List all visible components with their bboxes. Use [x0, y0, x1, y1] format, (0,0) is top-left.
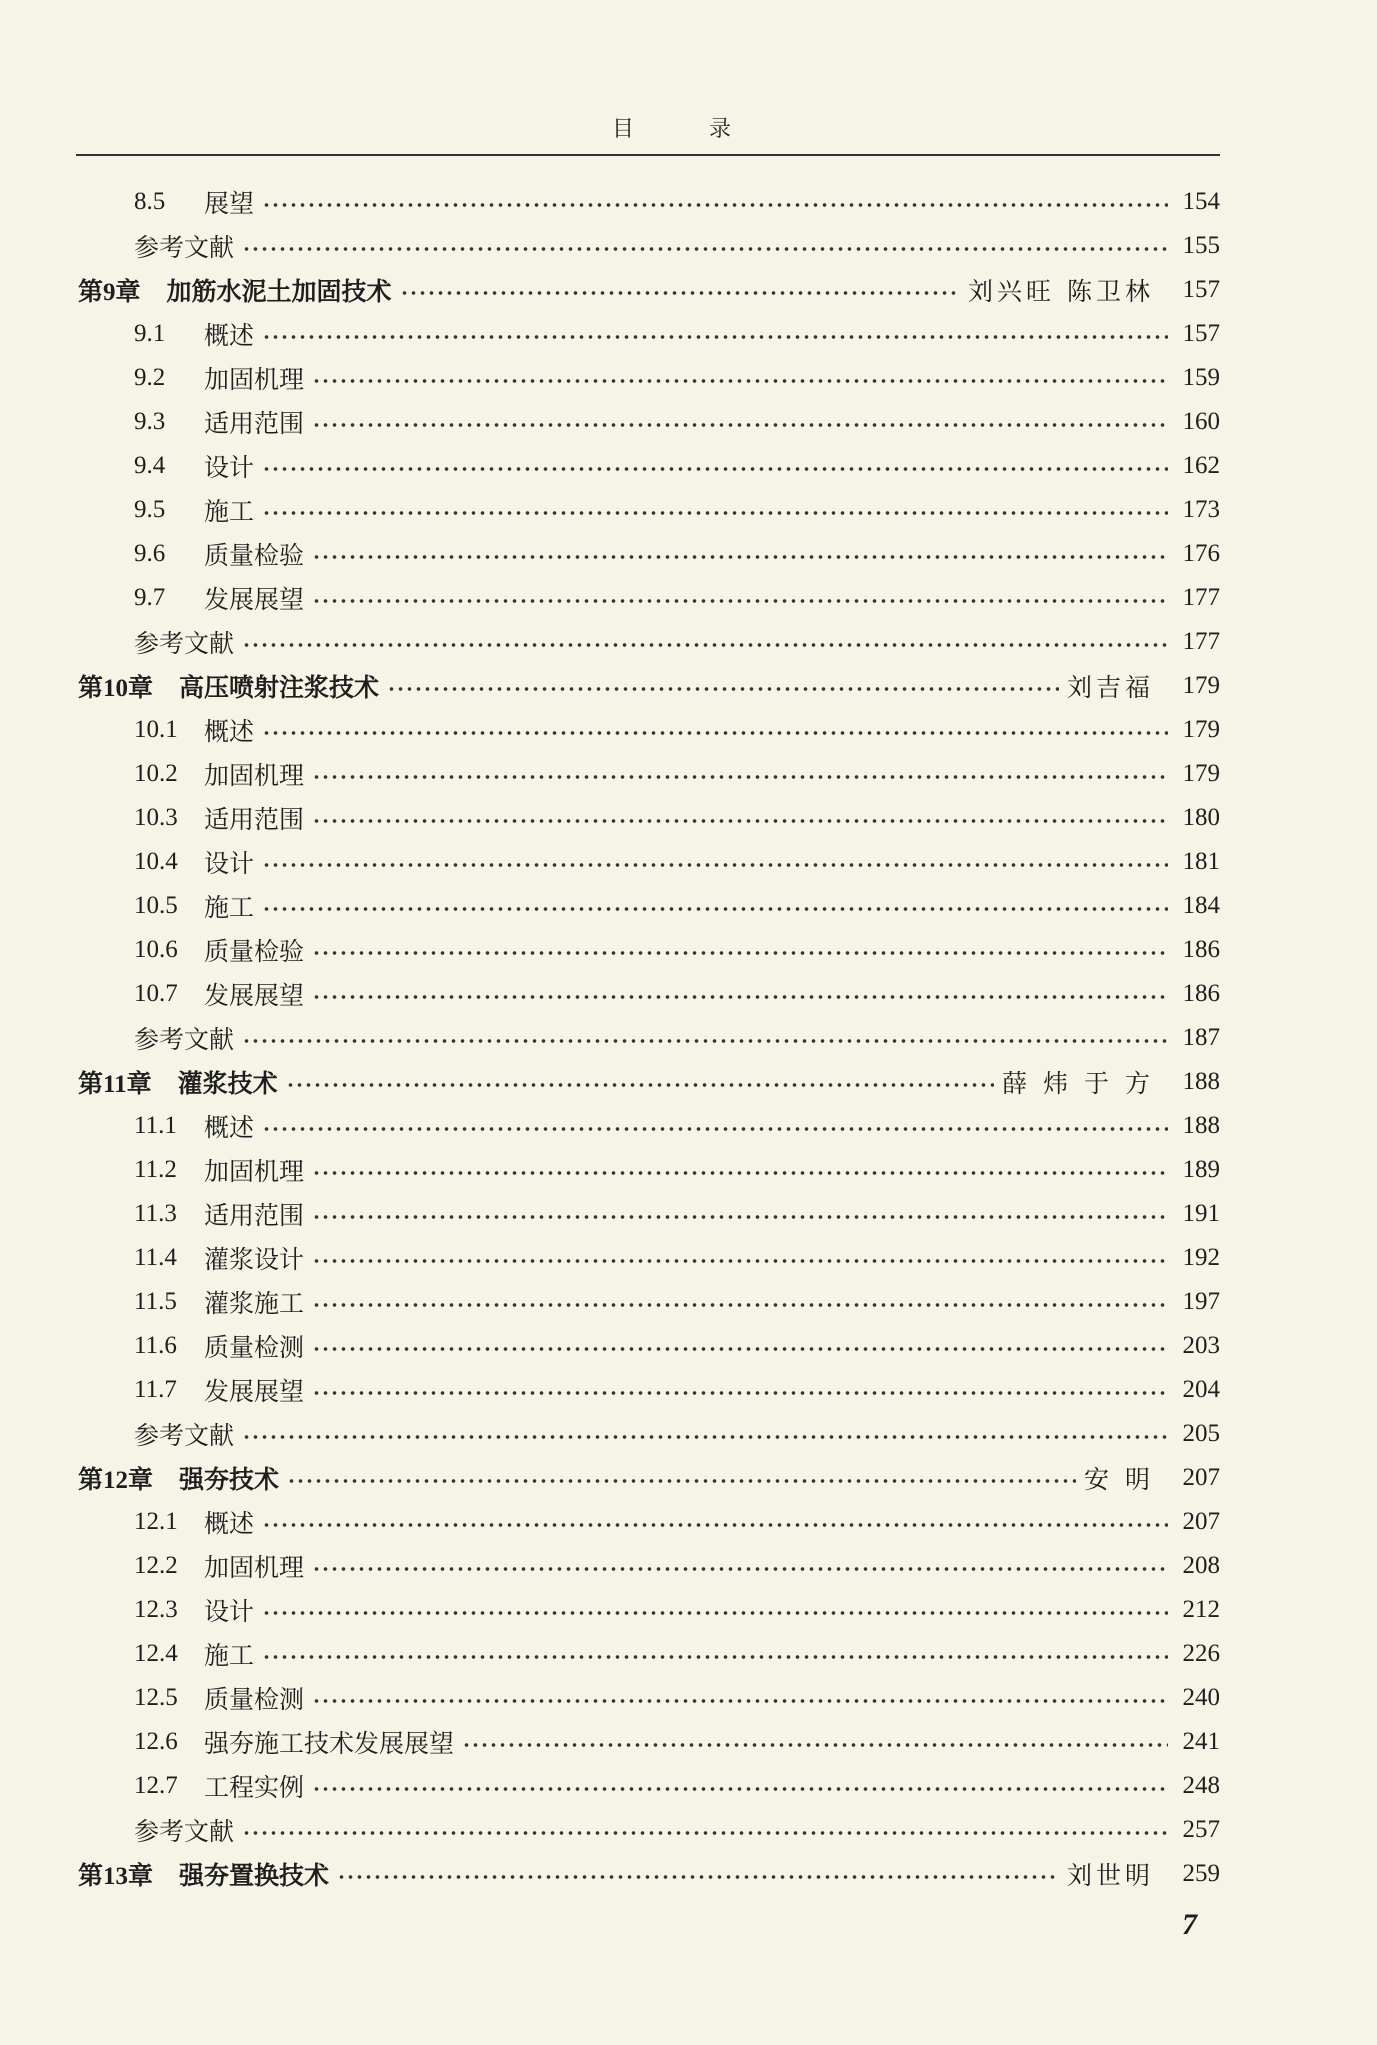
- entry-title: 施工: [204, 893, 255, 922]
- entry-title: 概述: [204, 321, 255, 350]
- toc-section-entry[interactable]: [78, 840, 1220, 884]
- entry-page: 257: [1182, 1816, 1220, 1843]
- entry-title: 质量检测: [204, 1333, 305, 1362]
- dot-leader: [312, 1698, 1168, 1704]
- dot-leader: [312, 1566, 1168, 1572]
- entry-page: 248: [1182, 1772, 1220, 1799]
- dot-leader: [262, 1654, 1168, 1660]
- toc-section-entry[interactable]: [78, 1588, 1220, 1632]
- toc-section-entry[interactable]: [78, 488, 1220, 532]
- entry-author: 刘世明: [1066, 1861, 1154, 1890]
- entry-number: 10.2: [134, 760, 178, 787]
- dot-leader: [242, 1434, 1168, 1440]
- entry-number: 12.2: [134, 1552, 178, 1579]
- entry-page: 179: [1182, 760, 1220, 787]
- toc-section-entry[interactable]: [78, 576, 1220, 620]
- entry-number: 11.3: [134, 1200, 177, 1227]
- entry-number: 9.2: [134, 364, 166, 391]
- entry-page: 197: [1182, 1288, 1220, 1315]
- toc-section-entry[interactable]: [78, 796, 1220, 840]
- entry-number: 9.3: [134, 408, 166, 435]
- entry-number: 12.6: [134, 1728, 178, 1755]
- entry-number: 10.1: [134, 716, 178, 743]
- entry-page: 184: [1182, 892, 1220, 919]
- dot-leader: [262, 730, 1168, 736]
- dot-leader: [312, 774, 1168, 780]
- toc-section-entry[interactable]: [78, 532, 1220, 576]
- dot-leader: [462, 1742, 1168, 1748]
- entry-title: 施工: [204, 497, 255, 526]
- entry-title: 加筋水泥土加固技术: [166, 277, 392, 306]
- dot-leader: [312, 1170, 1168, 1176]
- header-rule: [76, 154, 1220, 156]
- entry-page: 186: [1182, 980, 1220, 1007]
- entry-title: 质量检测: [204, 1685, 305, 1714]
- entry-page: 157: [1182, 320, 1220, 347]
- toc-section-entry[interactable]: [78, 1192, 1220, 1236]
- entry-number: 12.5: [134, 1684, 178, 1711]
- dot-leader: [312, 378, 1168, 384]
- toc-section-entry[interactable]: [78, 972, 1220, 1016]
- entry-title: 概述: [204, 1113, 255, 1142]
- entry-number: 11.2: [134, 1156, 177, 1183]
- dot-leader: [286, 1082, 995, 1088]
- entry-number: 第12章: [78, 1467, 154, 1494]
- entry-number: 12.1: [134, 1508, 178, 1535]
- entry-title: 设计: [204, 1597, 255, 1626]
- entry-title: 工程实例: [204, 1773, 305, 1802]
- entry-number: 第13章: [78, 1863, 154, 1890]
- dot-leader: [287, 1478, 1076, 1484]
- dot-leader: [312, 422, 1168, 428]
- entry-title: 施工: [204, 1641, 255, 1670]
- dot-leader: [262, 906, 1168, 912]
- dot-leader: [312, 598, 1168, 604]
- dot-leader: [312, 1214, 1168, 1220]
- dot-leader: [262, 1126, 1168, 1132]
- entry-number: 12.4: [134, 1640, 178, 1667]
- entry-number: 8.5: [134, 188, 166, 215]
- toc-section-entry[interactable]: [78, 1236, 1220, 1280]
- running-header: 目 录: [612, 117, 765, 142]
- toc-section-entry[interactable]: [78, 1368, 1220, 1412]
- entry-title: 发展展望: [204, 585, 305, 614]
- entry-page: 179: [1182, 672, 1220, 699]
- dot-leader: [312, 1786, 1168, 1792]
- toc-section-entry[interactable]: [78, 752, 1220, 796]
- toc-section-entry[interactable]: [78, 1544, 1220, 1588]
- toc-chapter-entry[interactable]: [78, 1060, 1220, 1104]
- entry-author: 刘吉福: [1066, 673, 1154, 702]
- entry-page: 180: [1182, 804, 1220, 831]
- entry-page: 173: [1182, 496, 1220, 523]
- dot-leader: [242, 1038, 1168, 1044]
- entry-page: 192: [1182, 1244, 1220, 1271]
- entry-number: 10.4: [134, 848, 178, 875]
- entry-number: 11.1: [134, 1112, 177, 1139]
- entry-page: 207: [1182, 1508, 1220, 1535]
- entry-number: 第10章: [78, 675, 154, 702]
- entry-page: 203: [1182, 1332, 1220, 1359]
- entry-page: 205: [1182, 1420, 1220, 1447]
- entry-page: 162: [1182, 452, 1220, 479]
- entry-number: 10.3: [134, 804, 178, 831]
- entry-page: 160: [1182, 408, 1220, 435]
- toc-section-entry[interactable]: [78, 1280, 1220, 1324]
- entry-number: 10.5: [134, 892, 178, 919]
- entry-number: 12.3: [134, 1596, 178, 1623]
- entry-page: 179: [1182, 716, 1220, 743]
- entry-page: 186: [1182, 936, 1220, 963]
- dot-leader: [262, 1610, 1168, 1616]
- toc-section-entry[interactable]: [78, 1676, 1220, 1720]
- entry-title: 加固机理: [204, 761, 305, 790]
- dot-leader: [262, 202, 1168, 208]
- toc-references-entry[interactable]: [78, 620, 1220, 664]
- entry-title: 展望: [204, 189, 255, 218]
- toc-references-entry[interactable]: [78, 224, 1220, 268]
- entry-title: 适用范围: [204, 409, 305, 438]
- entry-title: 设计: [204, 453, 255, 482]
- entry-number: 9.7: [134, 584, 166, 611]
- entry-number: 9.1: [134, 320, 166, 347]
- toc-chapter-entry[interactable]: [78, 664, 1220, 708]
- toc-section-entry[interactable]: [78, 312, 1220, 356]
- entry-page: 177: [1182, 628, 1220, 655]
- entry-page: 212: [1182, 1596, 1220, 1623]
- entry-page: 208: [1182, 1552, 1220, 1579]
- toc-chapter-entry[interactable]: [78, 268, 1220, 312]
- entry-number: 10.7: [134, 980, 178, 1007]
- dot-leader: [262, 466, 1168, 472]
- toc-references-entry[interactable]: [78, 1412, 1220, 1456]
- entry-title: 加固机理: [204, 365, 305, 394]
- dot-leader: [387, 686, 1059, 692]
- toc-section-entry[interactable]: [78, 1148, 1220, 1192]
- entry-title: 参考文献: [134, 233, 235, 262]
- entry-number: 11.7: [134, 1376, 177, 1403]
- entry-title: 发展展望: [204, 981, 305, 1010]
- dot-leader: [262, 334, 1168, 340]
- entry-number: 9.6: [134, 540, 166, 567]
- entry-number: 11.4: [134, 1244, 177, 1271]
- dot-leader: [400, 290, 961, 296]
- entry-page: 241: [1182, 1728, 1220, 1755]
- entry-page: 188: [1182, 1112, 1220, 1139]
- entry-page: 187: [1182, 1024, 1220, 1051]
- entry-title: 设计: [204, 849, 255, 878]
- toc-section-entry[interactable]: [78, 1500, 1220, 1544]
- entry-author: 安 明: [1084, 1465, 1154, 1494]
- entry-title: 灌浆设计: [204, 1245, 305, 1274]
- dot-leader: [312, 1390, 1168, 1396]
- toc-section-entry[interactable]: [78, 708, 1220, 752]
- dot-leader: [312, 1258, 1168, 1264]
- dot-leader: [242, 642, 1168, 648]
- toc-section-entry[interactable]: [78, 928, 1220, 972]
- entry-title: 质量检验: [204, 541, 305, 570]
- entry-page: 240: [1182, 1684, 1220, 1711]
- toc-section-entry[interactable]: [78, 1104, 1220, 1148]
- entry-title: 强夯置换技术: [179, 1861, 330, 1890]
- entry-title: 灌浆技术: [177, 1069, 278, 1098]
- entry-title: 参考文献: [134, 629, 235, 658]
- toc-references-entry[interactable]: [78, 1808, 1220, 1852]
- entry-title: 概述: [204, 1509, 255, 1538]
- entry-page: 154: [1182, 188, 1220, 215]
- dot-leader: [312, 818, 1168, 824]
- dot-leader: [242, 1830, 1168, 1836]
- toc-chapter-entry[interactable]: [78, 1456, 1220, 1500]
- dot-leader: [242, 246, 1168, 252]
- dot-leader: [337, 1874, 1059, 1880]
- table-of-contents: [78, 180, 1220, 1896]
- entry-title: 质量检验: [204, 937, 305, 966]
- dot-leader: [262, 862, 1168, 868]
- toc-section-entry[interactable]: [78, 356, 1220, 400]
- entry-title: 强夯技术: [179, 1465, 280, 1494]
- entry-page: 226: [1182, 1640, 1220, 1667]
- page-number: 7: [1182, 1908, 1197, 1941]
- entry-page: 177: [1182, 584, 1220, 611]
- entry-number: 11.5: [134, 1288, 177, 1315]
- entry-title: 适用范围: [204, 805, 305, 834]
- dot-leader: [312, 1346, 1168, 1352]
- entry-title: 概述: [204, 717, 255, 746]
- entry-page: 191: [1182, 1200, 1220, 1227]
- dot-leader: [312, 950, 1168, 956]
- entry-title: 参考文献: [134, 1025, 235, 1054]
- entry-number: 9.5: [134, 496, 166, 523]
- entry-title: 加固机理: [204, 1157, 305, 1186]
- toc-section-entry[interactable]: [78, 1720, 1220, 1764]
- toc-section-entry[interactable]: [78, 1632, 1220, 1676]
- entry-title: 参考文献: [134, 1421, 235, 1450]
- toc-references-entry[interactable]: [78, 1016, 1220, 1060]
- toc-section-entry[interactable]: [78, 400, 1220, 444]
- entry-page: 207: [1182, 1464, 1220, 1491]
- toc-section-entry[interactable]: [78, 884, 1220, 928]
- entry-number: 9.4: [134, 452, 166, 479]
- entry-author: 刘兴旺 陈卫林: [968, 277, 1154, 306]
- entry-title: 强夯施工技术发展展望: [204, 1729, 455, 1758]
- entry-title: 灌浆施工: [204, 1289, 305, 1318]
- dot-leader: [312, 994, 1168, 1000]
- entry-page: 159: [1182, 364, 1220, 391]
- dot-leader: [262, 1522, 1168, 1528]
- entry-title: 加固机理: [204, 1553, 305, 1582]
- dot-leader: [312, 554, 1168, 560]
- entry-title: 发展展望: [204, 1377, 305, 1406]
- dot-leader: [262, 510, 1168, 516]
- entry-title: 高压喷射注浆技术: [179, 673, 380, 702]
- dot-leader: [312, 1302, 1168, 1308]
- entry-page: 189: [1182, 1156, 1220, 1183]
- entry-page: 181: [1182, 848, 1220, 875]
- entry-number: 11.6: [134, 1332, 177, 1359]
- toc-section-entry[interactable]: [78, 1324, 1220, 1368]
- entry-number: 第11章: [78, 1071, 152, 1098]
- entry-page: 259: [1182, 1860, 1220, 1887]
- entry-author: 薛 炜 于 方: [1002, 1069, 1154, 1098]
- entry-number: 第9章: [78, 279, 141, 306]
- entry-page: 204: [1182, 1376, 1220, 1403]
- entry-page: 188: [1182, 1068, 1220, 1095]
- entry-page: 155: [1182, 232, 1220, 259]
- toc-section-entry[interactable]: [78, 444, 1220, 488]
- entry-number: 12.7: [134, 1772, 178, 1799]
- toc-section-entry[interactable]: [78, 1764, 1220, 1808]
- entry-page: 157: [1182, 276, 1220, 303]
- toc-section-entry[interactable]: [78, 180, 1220, 224]
- entry-number: 10.6: [134, 936, 178, 963]
- entry-title: 适用范围: [204, 1201, 305, 1230]
- toc-chapter-entry[interactable]: [78, 1852, 1220, 1896]
- entry-title: 参考文献: [134, 1817, 235, 1846]
- entry-page: 176: [1182, 540, 1220, 567]
